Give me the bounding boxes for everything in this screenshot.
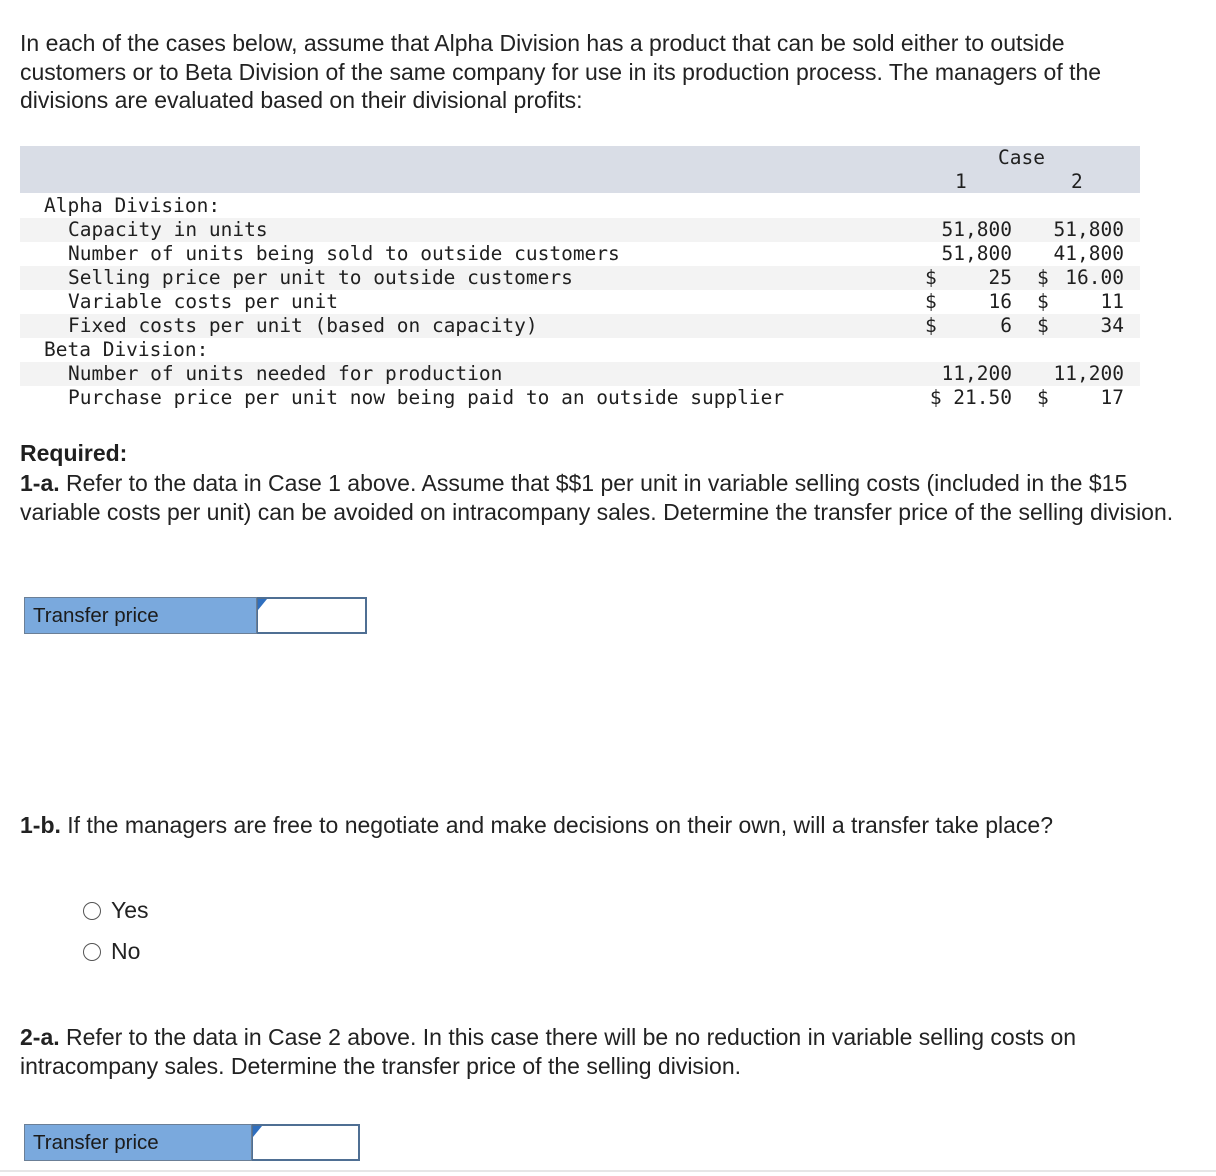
row-label: Selling price per unit to outside customers <box>68 266 573 289</box>
table-header-bar <box>20 146 1140 193</box>
radio-label-yes: Yes <box>111 897 149 923</box>
question-1a <box>20 469 1180 526</box>
bottom-divider <box>0 1170 1216 1172</box>
question-1a-number: 1-a. <box>20 470 60 496</box>
required-marker-icon <box>258 599 267 610</box>
case-1-dollar: $ <box>925 266 937 289</box>
case-2-value: 16.00 <box>1065 266 1124 289</box>
case-header: Case <box>998 146 1045 169</box>
transfer-price-row-2a <box>24 1124 360 1161</box>
row-label: Number of units needed for production <box>68 362 503 385</box>
case-2-dollar: $ <box>1037 290 1049 313</box>
row-label: Variable costs per unit <box>68 290 339 313</box>
case-2-dollar: $ <box>1037 386 1049 409</box>
radio-button-icon[interactable] <box>83 902 101 920</box>
case-1-value: 51,800 <box>941 218 1012 241</box>
transfer-price-row-1a <box>24 597 367 634</box>
case-2-value: 51,800 <box>1053 218 1124 241</box>
row-label: Capacity in units <box>68 218 268 241</box>
case-1-header: 1 <box>955 170 967 193</box>
row-label: Fixed costs per unit (based on capacity) <box>68 314 538 337</box>
question-2a <box>20 1023 1180 1080</box>
case-2-value: 17 <box>1100 386 1124 409</box>
question-1b <box>20 811 1180 840</box>
case-2-dollar: $ <box>1037 266 1049 289</box>
case-1-value: 6 <box>1000 314 1012 337</box>
alpha-division-header: Alpha Division: <box>44 194 221 217</box>
transfer-price-label: Transfer price <box>24 597 257 634</box>
row-label: Number of units being sold to outside customers <box>68 242 620 265</box>
case-2-value: 34 <box>1100 314 1124 337</box>
case-1-value: 25 <box>988 266 1012 289</box>
required-title: Required: <box>20 440 128 466</box>
radio-option-no[interactable] <box>83 938 140 965</box>
question-1b-number: 1-b. <box>20 812 61 838</box>
beta-division-header: Beta Division: <box>44 338 209 361</box>
case-2-value: 11 <box>1100 290 1124 313</box>
case-1-value: 51,800 <box>941 242 1012 265</box>
question-1b-text: If the managers are free to negotiate and make decisions on their own, will a transfer take place? <box>67 812 1054 838</box>
row-label: Purchase price per unit now being paid to an outside supplier <box>68 386 785 409</box>
transfer-price-field-2a[interactable] <box>253 1126 358 1159</box>
case-1-value: 11,200 <box>941 362 1012 385</box>
radio-button-icon[interactable] <box>83 943 101 961</box>
case-2-header: 2 <box>1071 170 1083 193</box>
transfer-price-input-1a[interactable] <box>257 597 367 634</box>
intro-text: In each of the cases below, assume that Alpha Division has a product that can be sold either to outside customers or to Beta Division of the same company for use in its production process. The managers of the divisions are evaluated based on their divisional profits: <box>20 30 1102 113</box>
case-2-value: 11,200 <box>1053 362 1124 385</box>
radio-label-no: No <box>111 938 141 964</box>
radio-option-yes[interactable] <box>83 897 149 924</box>
question-1a-text: Refer to the data in Case 1 above. Assume that $$1 per unit in variable selling costs (included in the $15 variable costs per unit) can be avoided on intracompany sales. Determine the transfer price of the selling division. <box>20 470 1174 525</box>
transfer-price-field-1a[interactable] <box>258 599 365 632</box>
case-1-value: 16 <box>988 290 1012 313</box>
transfer-price-label: Transfer price <box>24 1124 252 1161</box>
case-1-dollar: $ <box>925 290 937 313</box>
question-2a-number: 2-a. <box>20 1024 60 1050</box>
required-marker-icon <box>253 1126 262 1137</box>
case-1-value: $ 21.50 <box>929 386 1012 409</box>
question-2a-text: Refer to the data in Case 2 above. In this case there will be no reduction in variable selling costs on intracompany sales. Determine the transfer price of the selling division. <box>20 1024 1077 1079</box>
case-2-dollar: $ <box>1037 314 1049 337</box>
transfer-price-input-2a[interactable] <box>252 1124 360 1161</box>
case-2-value: 41,800 <box>1053 242 1124 265</box>
case-1-dollar: $ <box>925 314 937 337</box>
